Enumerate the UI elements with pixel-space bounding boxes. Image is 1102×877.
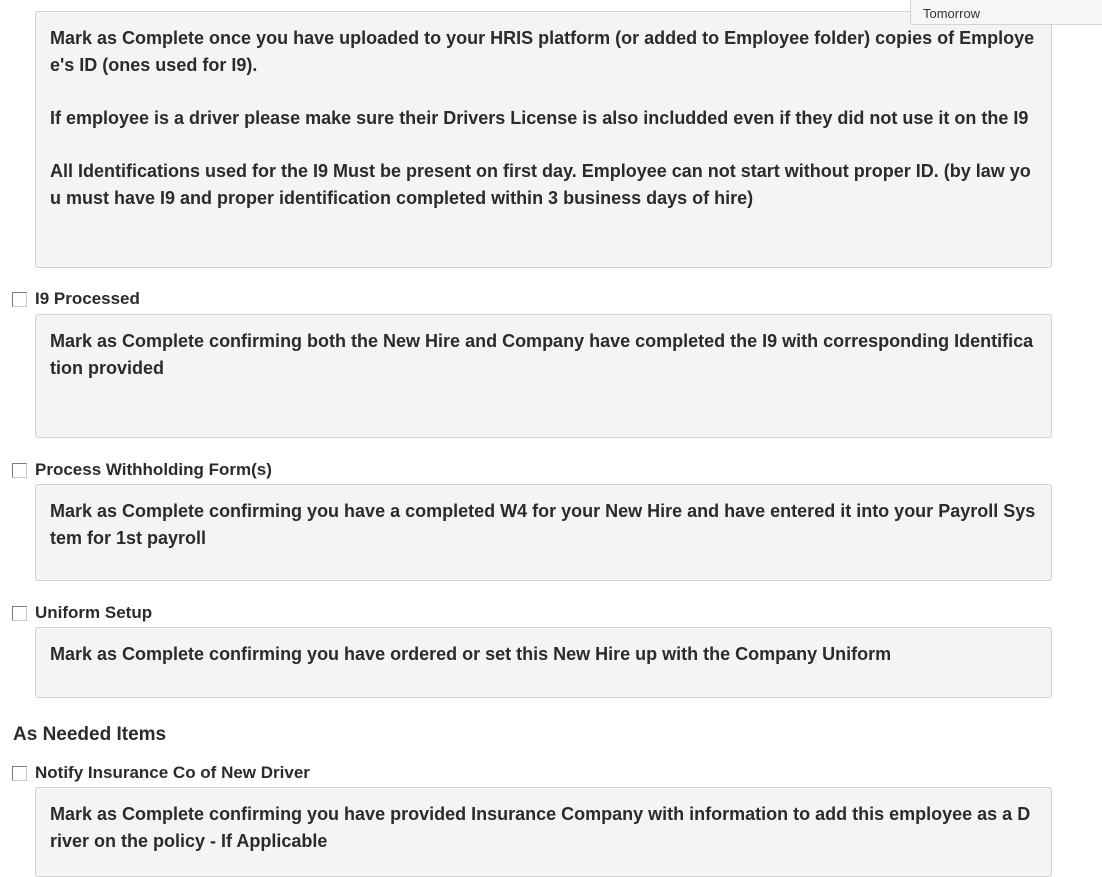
description-text: Mark as Complete confirming you have provided Insurance Company with information to add this employee as a Driver on the policy - If Applicable [50, 804, 1031, 851]
task-process-withholding[interactable] [12, 460, 272, 480]
task-description-uniform [35, 627, 1052, 698]
description-text: Mark as Complete confirming you have a completed W4 for your New Hire and have entered it into your Payroll System for 1st payroll [50, 501, 1036, 548]
description-text: Mark as Complete confirming you have ordered or set this New Hire up with the Company Uniform [50, 644, 892, 664]
section-heading-as-needed: As Needed Items [13, 724, 167, 745]
task-description-insurance [35, 787, 1052, 877]
description-paragraph: If employee is a driver please make sure their Drivers License is also includded even if they did not use it on the I9 [50, 108, 1029, 128]
task-label: Uniform Setup [35, 603, 153, 622]
task-description-upload-ids [35, 11, 1052, 268]
task-checkbox[interactable] [12, 766, 27, 781]
task-label: Notify Insurance Co of New Driver [35, 763, 310, 782]
task-description-i9 [35, 314, 1052, 438]
description-paragraph: All Identifications used for the I9 Must be present on first day. Employee can not start without proper ID. (by law you must have I9 and proper identification completed within 3 business days of hire) [50, 161, 1031, 208]
date-tooltip [910, 0, 1102, 25]
tooltip-text: Tomorrow [923, 6, 981, 21]
task-checkbox[interactable] [12, 463, 27, 478]
description-paragraph: Mark as Complete once you have uploaded to your HRIS platform (or added to Employee folder) copies of Employee's ID (ones used for I9). [50, 28, 1035, 75]
task-notify-insurance[interactable] [12, 763, 310, 783]
task-i9-processed[interactable] [12, 289, 140, 309]
task-description-withholding [35, 484, 1052, 581]
task-uniform-setup[interactable] [12, 603, 152, 623]
task-label: Process Withholding Form(s) [35, 460, 272, 479]
task-checkbox[interactable] [12, 292, 27, 307]
task-checkbox[interactable] [12, 606, 27, 621]
task-label: I9 Processed [35, 289, 140, 308]
description-text: Mark as Complete confirming both the New Hire and Company have completed the I9 with corresponding Identification provided [50, 331, 1034, 378]
